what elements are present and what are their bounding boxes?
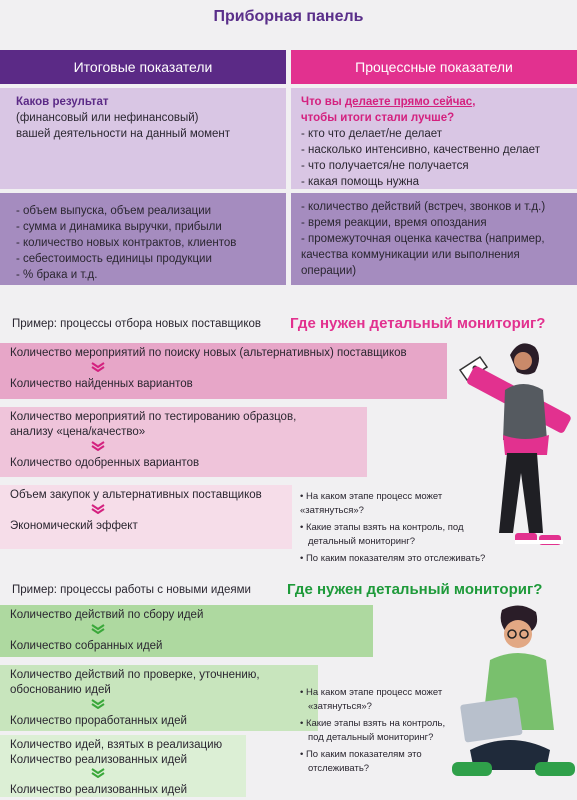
process-description	[291, 88, 577, 189]
chevron-down-icon	[90, 624, 106, 634]
question-item: отслеживать?	[308, 763, 370, 774]
stage-result: Количество проработанных идей	[10, 715, 187, 727]
process-example: - время реакции, время опоздания	[301, 217, 487, 229]
outcome-line: вашей деятельности на данный момент	[16, 128, 231, 140]
example2-questions	[300, 686, 450, 779]
stage-activity-line2: Количество реализованных идей	[10, 754, 188, 766]
stage-result: Количество реализованных идей	[10, 784, 188, 796]
question-item: • На каком этапе процесс может	[300, 687, 443, 698]
example2-stage1	[0, 605, 373, 657]
process-item: - какая помощь нужна	[301, 176, 420, 188]
chevron-down-icon	[90, 699, 106, 709]
process-example: - промежуточная оценка качества (например,	[301, 233, 545, 245]
stage-result: Количество найденных вариантов	[10, 378, 193, 390]
outcome-examples	[0, 193, 286, 285]
process-item: - насколько интенсивно, качественно делает	[301, 144, 540, 156]
example1-label: Пример: процессы отбора новых поставщиков	[12, 318, 262, 330]
stage-activity: Объем закупок у альтернативных поставщиков	[10, 489, 262, 501]
question-item: детальный мониторинг?	[308, 536, 416, 547]
stage-activity: Количество действий по сбору идей	[10, 609, 204, 621]
stage-activity: Количество мероприятий по тестированию образцов,	[10, 411, 297, 423]
process-example: качества коммуникации или выполнения	[301, 249, 520, 261]
outcome-example: - % брака и т.д.	[16, 269, 98, 281]
stage-activity: Количество действий по проверке, уточнению,	[10, 669, 260, 681]
example1-stage3	[0, 485, 292, 549]
example2-stage2	[0, 665, 318, 731]
process-question-line2: чтобы итоги стали лучше?	[301, 112, 455, 124]
chevron-down-icon	[90, 504, 106, 514]
woman-with-pen-illustration	[455, 335, 577, 555]
stage-activity: Количество идей, взятых в реализацию	[10, 739, 223, 751]
stage-activity: Количество мероприятий по поиску новых (альтернативных) поставщиков	[10, 347, 407, 359]
outcome-example: - количество новых контрактов, клиентов	[16, 237, 237, 249]
process-item: - кто что делает/не делает	[301, 128, 442, 140]
example1-stage2	[0, 407, 367, 477]
outcome-question: Каков результат	[16, 96, 109, 108]
question-item: • На каком этапе процесс может «затянуться»?	[300, 491, 443, 516]
chevron-down-icon	[90, 441, 106, 451]
stage-result: Количество одобренных вариантов	[10, 457, 200, 469]
process-question: Что вы делаете прямо сейчас,	[301, 96, 476, 108]
page-title: Приборная панель	[213, 8, 364, 25]
process-example: - количество действий (встреч, звонков и т.д.)	[301, 201, 546, 213]
header-process-indicators: Процессные показатели	[291, 50, 577, 84]
chevron-down-icon	[90, 362, 106, 372]
stage-result: Количество собранных идей	[10, 640, 163, 652]
header-outcome-indicators: Итоговые показатели	[0, 50, 286, 84]
outcome-line: (финансовый или нефинансовый)	[16, 112, 199, 124]
example2-question: Где нужен детальный мониториг?	[287, 581, 543, 598]
process-example: операции)	[301, 265, 357, 277]
chevron-down-icon	[90, 768, 106, 778]
example1-stage1	[0, 343, 447, 399]
outcome-example: - объем выпуска, объем реализации	[16, 205, 212, 217]
outcome-example: - сумма и динамика выручки, прибыли	[16, 221, 222, 233]
outcome-example: - себестоимость единицы продукции	[16, 253, 212, 265]
question-item: • Какие этапы взять на контроль,	[300, 718, 446, 729]
question-item: «затянуться»?	[308, 701, 372, 712]
stage-result: Экономический эффект	[10, 520, 138, 532]
stage-activity-line2: обоснованию идей	[10, 684, 111, 696]
question-item: • Какие этапы взять на контроль, под	[300, 522, 464, 533]
question-item: • По каким показателям это	[300, 749, 422, 760]
process-examples	[291, 193, 577, 285]
question-item: под детальный мониторинг?	[308, 732, 434, 743]
outcome-description	[0, 88, 286, 189]
process-item: - что получается/не получается	[301, 160, 469, 172]
example2-label: Пример: процессы работы с новыми идеями	[12, 584, 251, 596]
stage-activity-line2: анализу «цена/качество»	[10, 426, 146, 438]
example2-stage3	[0, 735, 246, 797]
example1-question: Где нужен детальный мониториг?	[290, 315, 546, 332]
man-laptop-illustration	[440, 600, 577, 795]
question-item: • По каким показателям это отслеживать?	[300, 553, 486, 564]
